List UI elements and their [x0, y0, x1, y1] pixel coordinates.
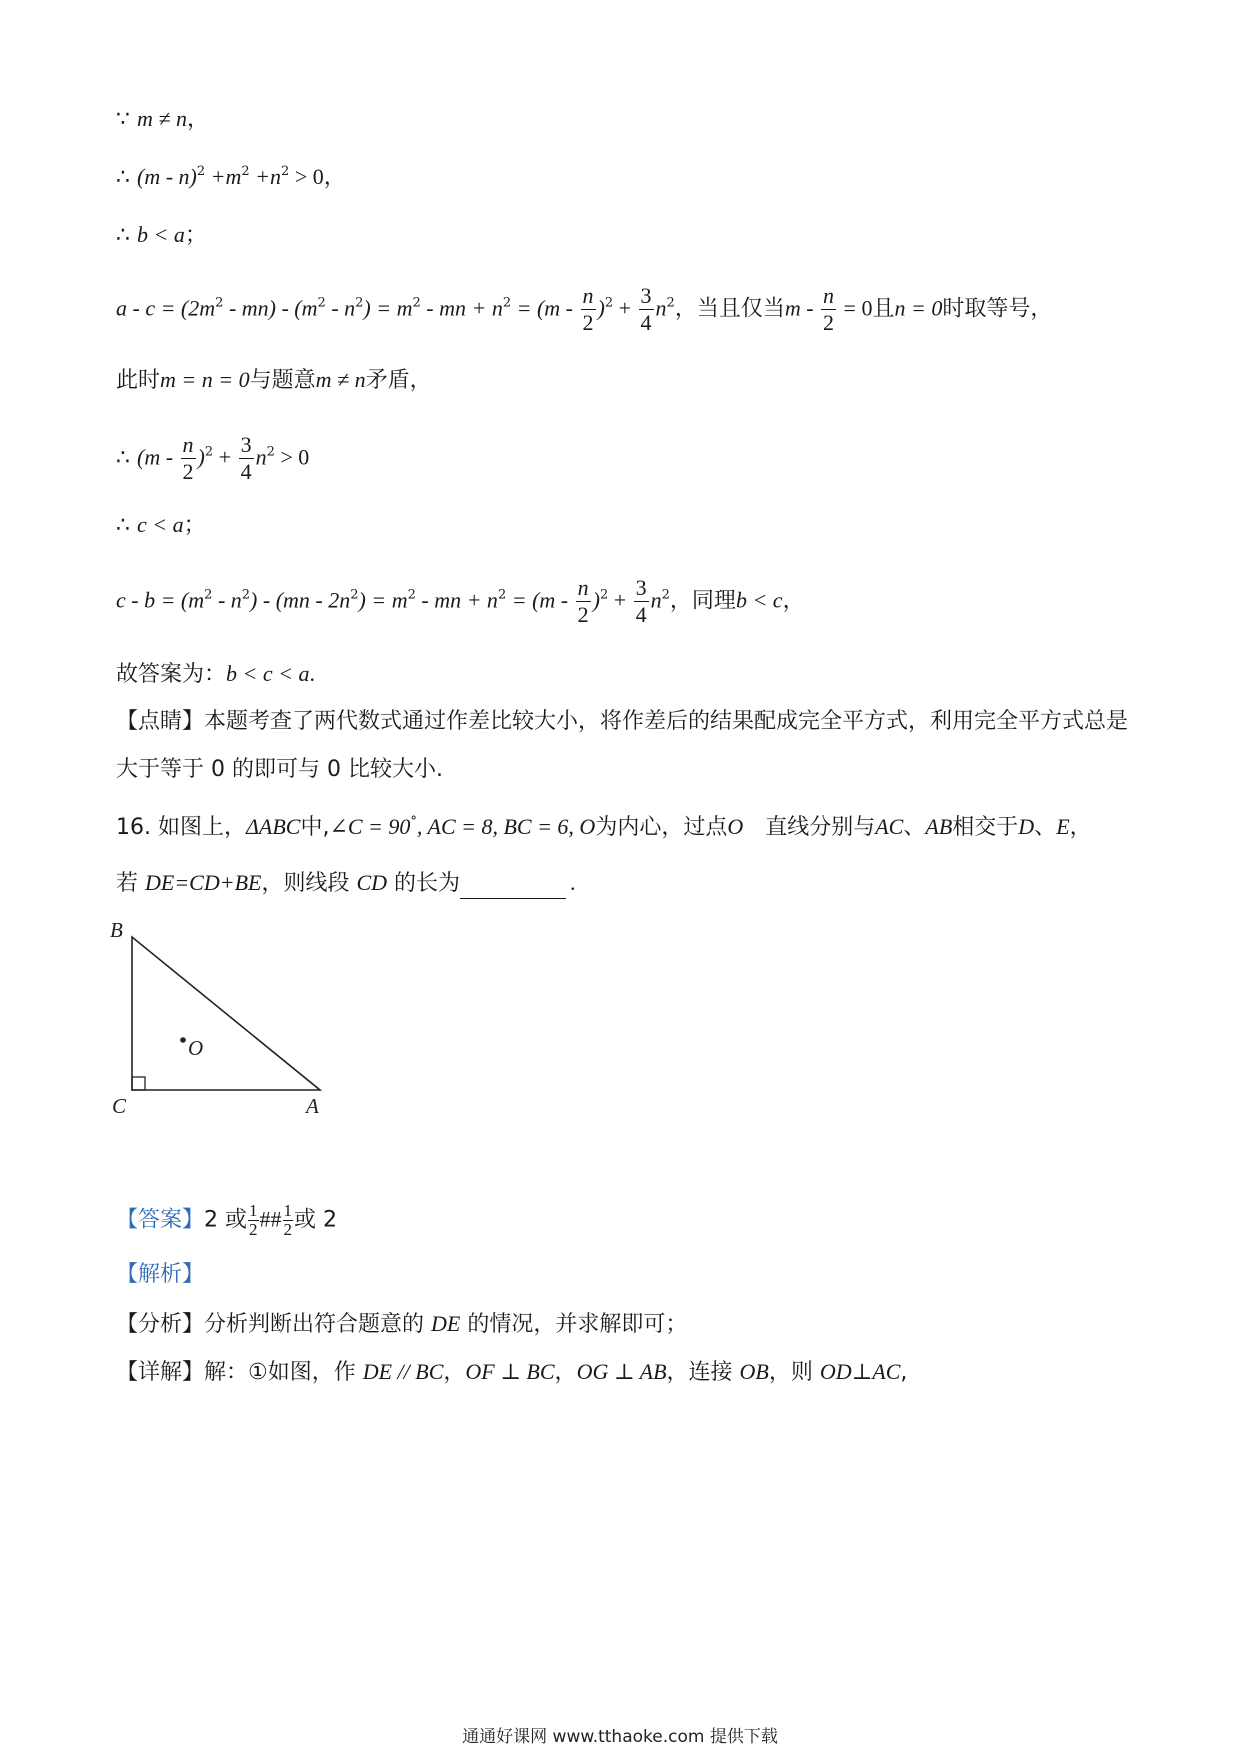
- expr-part: ): [597, 295, 605, 321]
- exponent: 2: [355, 295, 364, 311]
- text: 中,: [300, 815, 330, 840]
- expr-part: - n: [212, 587, 242, 613]
- fraction-n-over-2: [181, 432, 196, 485]
- text: ，连接: [666, 1360, 740, 1385]
- expr-part: ) - (mn - 2n: [250, 587, 351, 613]
- therefore-symbol: ∴: [116, 513, 130, 538]
- expr-part: +: [613, 295, 637, 321]
- expr-part: m -: [784, 295, 820, 321]
- numerator: 3: [240, 432, 252, 457]
- expr-part: - n: [325, 295, 356, 321]
- expr-part: > 0: [289, 164, 324, 189]
- text: 若: [116, 871, 145, 896]
- expr-part: = (m -: [506, 587, 574, 613]
- question-16-line-2: [116, 868, 576, 899]
- exponent: 2: [350, 587, 359, 603]
- label-c: C: [112, 1094, 127, 1115]
- fraction-n-over-2: [821, 283, 836, 336]
- label-o: O: [188, 1036, 204, 1060]
- expr-part: +: [213, 444, 237, 470]
- exponent: 2: [196, 164, 206, 179]
- punct: .: [570, 870, 576, 895]
- exponent: 2: [241, 164, 250, 179]
- punct: .: [309, 661, 315, 686]
- text: 、: [903, 815, 926, 840]
- numerator: n: [182, 432, 194, 457]
- expr-part: - mn) - (m: [223, 295, 318, 321]
- separator: ##: [259, 1206, 282, 1232]
- expr: AB: [925, 814, 953, 839]
- expr-part: n: [650, 587, 662, 613]
- text: 且: [872, 296, 895, 322]
- exponent: 2: [666, 295, 675, 311]
- expr-part: ) = m: [358, 587, 408, 613]
- answer-line: [116, 1202, 337, 1239]
- expr: DE // BC: [362, 1359, 444, 1384]
- text: 、: [1034, 815, 1057, 840]
- line-because: [116, 104, 209, 135]
- denominator: 2: [249, 1220, 258, 1239]
- punct: ，: [323, 165, 346, 190]
- expr-part: - mn + n: [420, 295, 503, 321]
- punct: ；: [184, 223, 207, 248]
- text: ，: [443, 1360, 466, 1385]
- expr-part: n: [255, 444, 267, 470]
- expr-part: ): [197, 444, 205, 470]
- text: 时取等号，: [942, 296, 1053, 322]
- line-therefore-square: [116, 432, 309, 485]
- denominator: 4: [640, 310, 652, 335]
- label-a: A: [306, 1094, 319, 1115]
- text: ，同理: [669, 588, 736, 614]
- exponent: 2: [661, 587, 670, 603]
- text: ，: [1069, 815, 1092, 840]
- fraction-n-over-2: [581, 283, 596, 336]
- line-final-answer: [116, 659, 315, 690]
- text: ，则: [768, 1360, 820, 1385]
- text: 【分析】分析判断出符合题意的: [116, 1312, 431, 1337]
- text: ，: [782, 588, 805, 614]
- exponent: 2: [604, 295, 614, 311]
- expr: OD⊥AC: [819, 1359, 901, 1384]
- incenter-point: [180, 1037, 186, 1043]
- text: ,: [900, 1360, 908, 1385]
- line-b-less-a: [116, 220, 207, 251]
- exponent: 2: [215, 295, 224, 311]
- expr: m = n = 0: [160, 367, 250, 392]
- answer-tag: 【答案】: [116, 1207, 205, 1233]
- fraction-3-over-4: [639, 283, 654, 336]
- therefore-symbol: ∴: [116, 445, 130, 471]
- expr-part: ): [592, 587, 600, 613]
- expr: O: [727, 814, 744, 839]
- therefore-symbol: ∴: [116, 223, 130, 248]
- answer-value: 或 2: [294, 1207, 338, 1233]
- analysis-tag: 【解析】: [116, 1262, 205, 1287]
- expr-part: - mn + n: [415, 587, 498, 613]
- text: 为内心，过点: [595, 815, 728, 840]
- expr: b < c < a: [226, 661, 310, 686]
- text: 的情况，并求解即可；: [460, 1312, 688, 1337]
- exponent: 2: [204, 587, 213, 603]
- detail-line: [116, 1357, 907, 1388]
- expr: OG ⊥ AB: [576, 1359, 667, 1384]
- expr-part: = (m -: [511, 295, 579, 321]
- text: 与题意: [249, 368, 316, 393]
- expr: m ≠ n: [315, 367, 366, 392]
- triangle-abc: [132, 937, 320, 1090]
- label-b: B: [110, 918, 123, 942]
- question-16-line-1: [116, 812, 1092, 843]
- expr-part: +m: [205, 164, 242, 189]
- text: 故答案为：: [116, 662, 227, 687]
- expr-part: (m - n): [137, 164, 197, 189]
- exponent: 2: [407, 587, 416, 603]
- expr: AC: [875, 814, 904, 839]
- expr: b < c: [735, 587, 783, 613]
- numerator: n: [823, 283, 835, 308]
- expr: D: [1018, 814, 1035, 839]
- answer-blank: [460, 876, 566, 899]
- exponent: 2: [412, 295, 421, 311]
- note-line-1: 【点睛】本题考查了两代数式通过作差比较大小，将作差后的结果配成完全平方式，利用完全平方式总是: [116, 709, 1129, 734]
- expr-part: (m -: [137, 444, 179, 470]
- text: ，则线段: [261, 871, 357, 896]
- denominator: 2: [577, 602, 589, 627]
- analysis-line: [116, 1309, 687, 1340]
- fraction-3-over-4: [634, 575, 649, 628]
- expr: m ≠ n: [137, 106, 187, 131]
- exponent: 2: [241, 587, 251, 603]
- exponent: 2: [266, 444, 275, 460]
- expr-part: a - c = (2m: [116, 295, 216, 321]
- text: ，当且仅当: [674, 296, 785, 322]
- exponent: 2: [204, 444, 214, 460]
- question-number: 16. 如图上，: [116, 815, 246, 840]
- expr-part: > 0: [274, 444, 310, 470]
- fraction-1-over-2: [283, 1202, 294, 1239]
- page-footer: 通通好课网 www.tthaoke.com 提供下载: [462, 1727, 778, 1747]
- denominator: 2: [823, 310, 835, 335]
- expr-part: +n: [249, 164, 282, 189]
- denominator: 2: [182, 459, 194, 484]
- right-angle-mark: [132, 1077, 145, 1090]
- expr: DE=CD+BE: [145, 870, 262, 895]
- exponent: 2: [502, 295, 512, 311]
- expr-part: n: [655, 295, 667, 321]
- triangle-figure: [100, 915, 340, 1115]
- expr: DE: [431, 1311, 461, 1336]
- expr: E: [1056, 814, 1070, 839]
- text: 【详解】解：①如图，作: [116, 1360, 363, 1385]
- exponent: 2: [497, 587, 507, 603]
- punct: ，: [186, 107, 209, 132]
- degree-symbol: °: [410, 814, 417, 829]
- expr: ΔABC: [245, 814, 301, 839]
- note-line-2: 大于等于 0 的即可与 0 比较大小.: [116, 757, 443, 782]
- expr: , AC = 8, BC = 6, O: [416, 814, 596, 839]
- denominator: 4: [635, 602, 647, 627]
- because-symbol: ∵: [116, 107, 130, 132]
- numerator: 3: [635, 575, 647, 600]
- expr-part: n = 0: [894, 295, 943, 321]
- expr-part: c - b = (m: [116, 587, 205, 613]
- numerator: 1: [283, 1201, 293, 1220]
- therefore-symbol: ∴: [116, 165, 130, 190]
- fraction-1-over-2: [248, 1202, 259, 1239]
- denominator: 2: [582, 310, 594, 335]
- expr: OF ⊥ BC: [465, 1359, 555, 1384]
- line-c-less-a: [116, 510, 206, 541]
- expr-part: = 0: [838, 295, 873, 321]
- expr-part: +: [608, 587, 632, 613]
- expr: c < a: [137, 512, 184, 537]
- expr: CD: [356, 870, 388, 895]
- punct: ；: [183, 513, 206, 538]
- numerator: 1: [249, 1201, 258, 1220]
- line-therefore-1: [116, 162, 346, 193]
- answer-value: 2 或: [204, 1207, 248, 1233]
- line-contradiction: [116, 365, 432, 396]
- line-c-minus-b: [116, 575, 805, 628]
- exponent: 2: [281, 164, 290, 179]
- fraction-n-over-2: [576, 575, 591, 628]
- numerator: n: [577, 575, 589, 600]
- exponent: 2: [317, 295, 326, 311]
- expr: b < a: [137, 222, 185, 247]
- text: ，: [554, 1360, 577, 1385]
- text: 矛盾，: [365, 368, 432, 393]
- text: 的长为: [387, 871, 461, 896]
- numerator: n: [582, 283, 594, 308]
- denominator: 4: [240, 459, 252, 484]
- expr: ∠C = 90: [329, 814, 411, 839]
- expr-part: ) = m: [363, 295, 413, 321]
- expr: OB: [739, 1359, 769, 1384]
- exponent: 2: [599, 587, 609, 603]
- fraction-3-over-4: [239, 432, 254, 485]
- line-a-minus-c: [116, 283, 1052, 336]
- numerator: 3: [640, 283, 652, 308]
- denominator: 2: [283, 1220, 293, 1239]
- text: 直线分别与: [743, 815, 876, 840]
- text: 此时: [116, 368, 161, 393]
- text: 相交于: [952, 815, 1019, 840]
